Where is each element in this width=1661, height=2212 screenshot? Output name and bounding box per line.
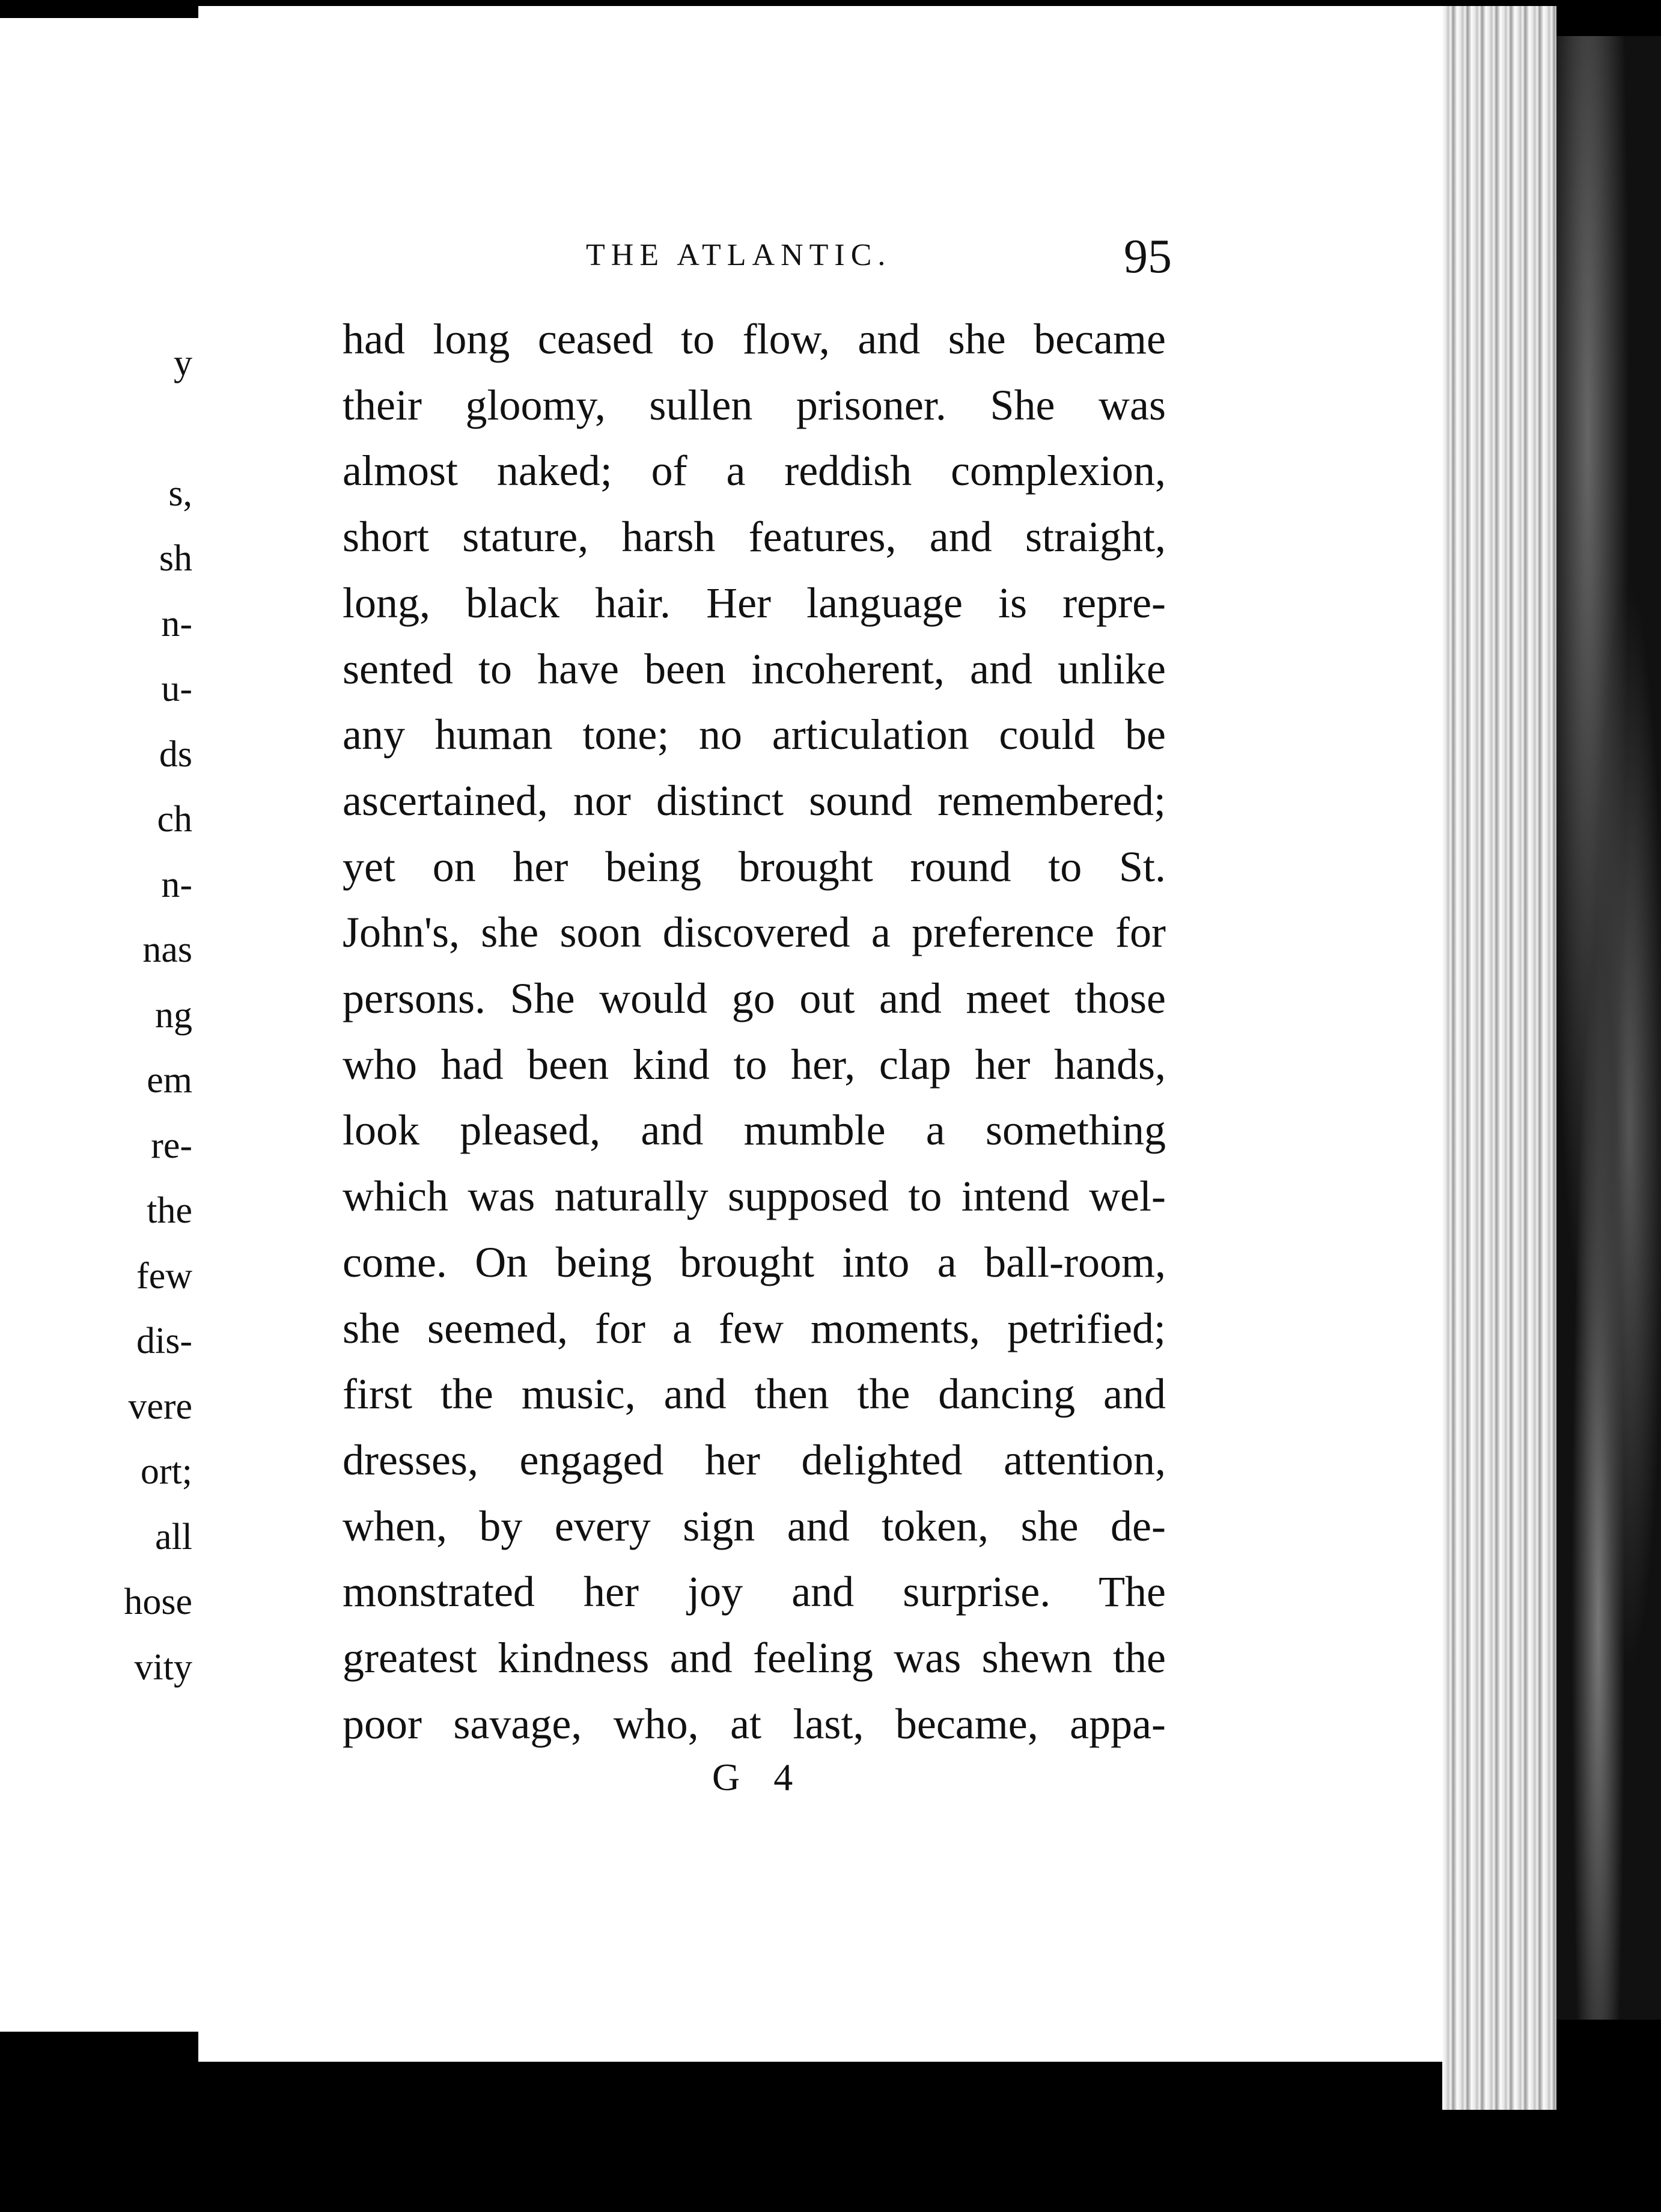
left-fragment: sh [159,538,192,579]
text-line: long, black hair. Her language is repre- [343,578,1166,627]
left-fragment: ds [159,733,192,775]
text-line: persons. She would go out and meet those [343,974,1166,1023]
text-line: she seemed, for a few moments, petrified; [343,1304,1166,1352]
text-line: dresses, engaged her delighted attention, [343,1435,1166,1484]
text-line: short stature, harsh features, and straight, [343,513,1166,561]
text-line: any human tone; no articulation could be [343,710,1166,759]
text-line: who had been kind to her, clap her hands, [343,1040,1166,1089]
text-line: look pleased, and mumble a something [343,1106,1166,1155]
left-fragment: n- [161,864,192,905]
left-page [0,18,198,2032]
text-line: ascertained, nor distinct sound remembered; [343,776,1166,825]
body-text [343,307,1166,1757]
text-line: sented to have been incoherent, and unlike [343,644,1166,693]
text-line: almost naked; of a reddish complexion, [343,447,1166,495]
left-fragment: s, [168,472,192,514]
text-line: monstrated her joy and surprise. The [343,1568,1166,1616]
marbled-endpaper [1556,36,1661,2020]
running-head: THE ATLANTIC. [586,238,892,272]
left-fragment: vere [128,1386,192,1427]
text-line: come. On being brought into a ball-room, [343,1238,1166,1286]
text-line: John's, she soon discovered a preference for [343,908,1166,957]
left-fragment: u- [161,668,192,709]
text-line: their gloomy, sullen prisoner. She was [343,380,1166,429]
left-fragment: ng [155,994,192,1036]
left-fragment: n- [161,603,192,644]
left-page-text-fragments [0,331,192,1700]
text-line: which was naturally supposed to intend wel- [343,1172,1166,1221]
left-fragment: em [147,1060,192,1101]
left-fragment: all [155,1516,192,1557]
left-fragment: nas [142,929,192,970]
text-line: yet on her being brought round to St. [343,842,1166,891]
text-line: first the music, and then the dancing and [343,1370,1166,1419]
left-fragment: y [174,343,192,383]
text-line: poor savage, who, at last, became, appa- [343,1699,1166,1748]
left-fragment: vity [134,1646,192,1688]
text-line: had long ceased to flow, and she became [343,315,1166,363]
text-line: when, by every sign and token, she de- [343,1502,1166,1550]
left-fragment: few [136,1255,192,1297]
left-fragment: re- [151,1125,192,1166]
left-fragment: ch [157,799,192,840]
left-fragment: dis- [136,1321,192,1361]
page-edges [1442,6,1556,2110]
page-number: 95 [1124,230,1172,283]
text-line: greatest kindness and feeling was shewn the [343,1634,1166,1682]
signature-mark: G 4 [712,1756,805,1798]
left-fragment: ort; [140,1451,192,1492]
left-fragment: hose [124,1581,192,1622]
left-fragment: the [147,1190,192,1231]
